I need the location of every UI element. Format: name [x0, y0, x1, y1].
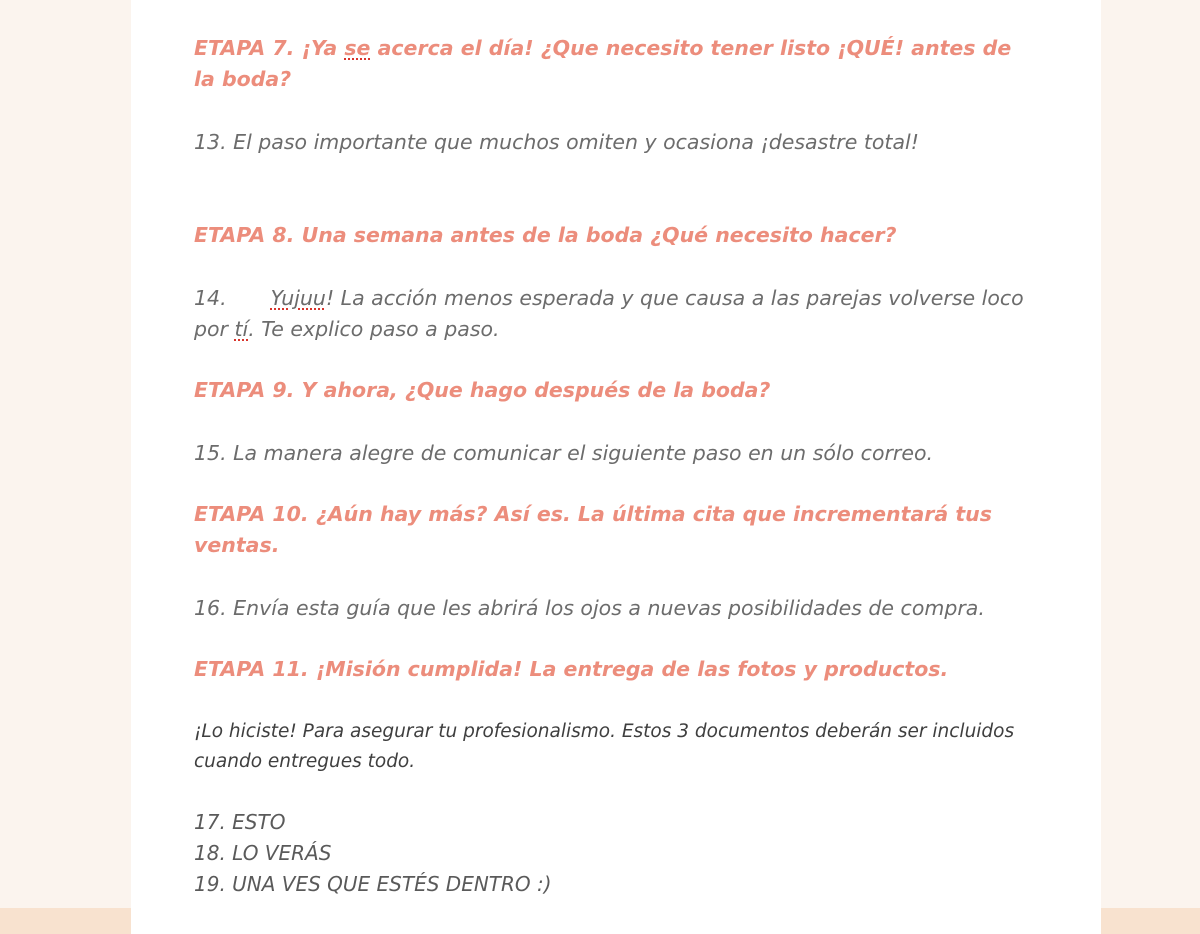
- item-15: 15. La manera alegre de comunicar el siguiente paso en un sólo correo.: [194, 441, 934, 465]
- spelling-mark[interactable]: tí: [234, 317, 249, 341]
- stage-9-heading: ETAPA 9. Y ahora, ¿Que hago después de la boda?: [194, 378, 771, 402]
- list-item-18: 18. LO VERÁS: [194, 841, 332, 865]
- spelling-mark[interactable]: se: [344, 36, 371, 60]
- item-13: 13. El paso importante que muchos omiten y ocasiona ¡desastre total!: [194, 130, 919, 154]
- list-item-17: 17. ESTO: [194, 810, 286, 834]
- list-item-19: 19. UNA VES QUE ESTÉS DENTRO :): [194, 872, 552, 896]
- document-content: [194, 33, 1024, 900]
- stage-11-body: ¡Lo hiciste! Para asegurar tu profesionalismo. Estos 3 documentos deberán ser incluidos cuando entregues todo.: [194, 721, 1015, 772]
- document-page: [131, 0, 1101, 934]
- item-16: 16. Envía esta guía que les abrirá los ojos a nuevas posibilidades de compra.: [194, 596, 985, 620]
- stage-11-heading: ETAPA 11. ¡Misión cumplida! La entrega de las fotos y productos.: [194, 657, 949, 681]
- stage-10-heading: ETAPA 10. ¿Aún hay más? Así es. La última cita que incrementará tus ventas.: [194, 502, 992, 557]
- spelling-mark[interactable]: Yujuu: [270, 286, 326, 310]
- stage-7-heading: ETAPA 7. ¡Ya se acerca el día! ¿Que necesito tener listo ¡QUÉ! antes de la boda?: [194, 36, 1012, 91]
- item-14: 14. Yujuu! La acción menos esperada y que causa a las parejas volverse loco por tí. Te explico paso a paso.: [194, 286, 1024, 341]
- stage-8-heading: ETAPA 8. Una semana antes de la boda ¿Qué necesito hacer?: [194, 223, 897, 247]
